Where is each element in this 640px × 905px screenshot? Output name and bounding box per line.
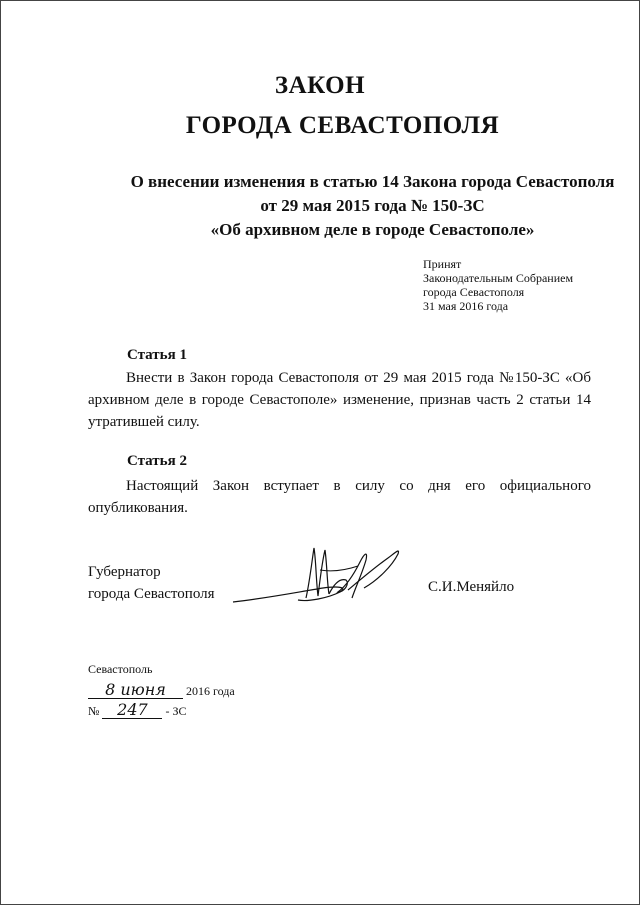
signatory-name: С.И.Меняйло xyxy=(428,579,515,595)
adopted-line-2: Законодательным Собранием xyxy=(423,271,574,285)
document-footer xyxy=(88,662,235,722)
document-title: ЗАКОН xyxy=(274,72,366,99)
adopted-line-3: города Севастополя xyxy=(423,285,525,299)
adopted-date: 31 мая 2016 года xyxy=(423,299,509,313)
footer-number-prefix: № xyxy=(88,704,100,718)
footer-place: Севастополь xyxy=(88,662,153,676)
handwritten-signature xyxy=(228,540,408,620)
handwritten-date: 8 июня xyxy=(88,682,183,699)
article-2-text: Настоящий Закон вступает в силу со дня его официального опубликования. xyxy=(88,478,591,516)
article-2-title: Статья 2 xyxy=(127,453,187,469)
subject-line-2: от 29 мая 2015 года № 150-ЗС xyxy=(260,196,485,215)
footer-year: 2016 года xyxy=(186,684,235,698)
footer-date-line xyxy=(88,682,235,702)
subject-line-3: «Об архивном деле в городе Севастополе» xyxy=(210,220,535,239)
adoption-block xyxy=(423,257,573,313)
footer-number-suffix: - ЗС xyxy=(165,704,187,718)
signatory-title-line-1: Губернатор xyxy=(88,564,161,580)
article-1-title: Статья 1 xyxy=(127,347,187,363)
law-subject xyxy=(60,170,640,242)
signatory-title xyxy=(88,561,215,605)
article-1-text: Внести в Закон города Севастополя от 29 мая 2015 года №150-ЗС «Об архивном деле в городе Севастополе» изменение, признав часть 2 статьи 14 утратившей силу. xyxy=(88,370,591,430)
subject-line-1: О внесении изменения в статью 14 Закона города Севастополя xyxy=(130,172,615,191)
document-city: ГОРОДА СЕВАСТОПОЛЯ xyxy=(185,112,500,139)
handwritten-number: 247 xyxy=(102,702,162,719)
adopted-line-1: Принят xyxy=(423,257,462,271)
footer-number-line xyxy=(88,702,235,722)
signatory-title-line-2: города Севастополя xyxy=(88,586,215,602)
